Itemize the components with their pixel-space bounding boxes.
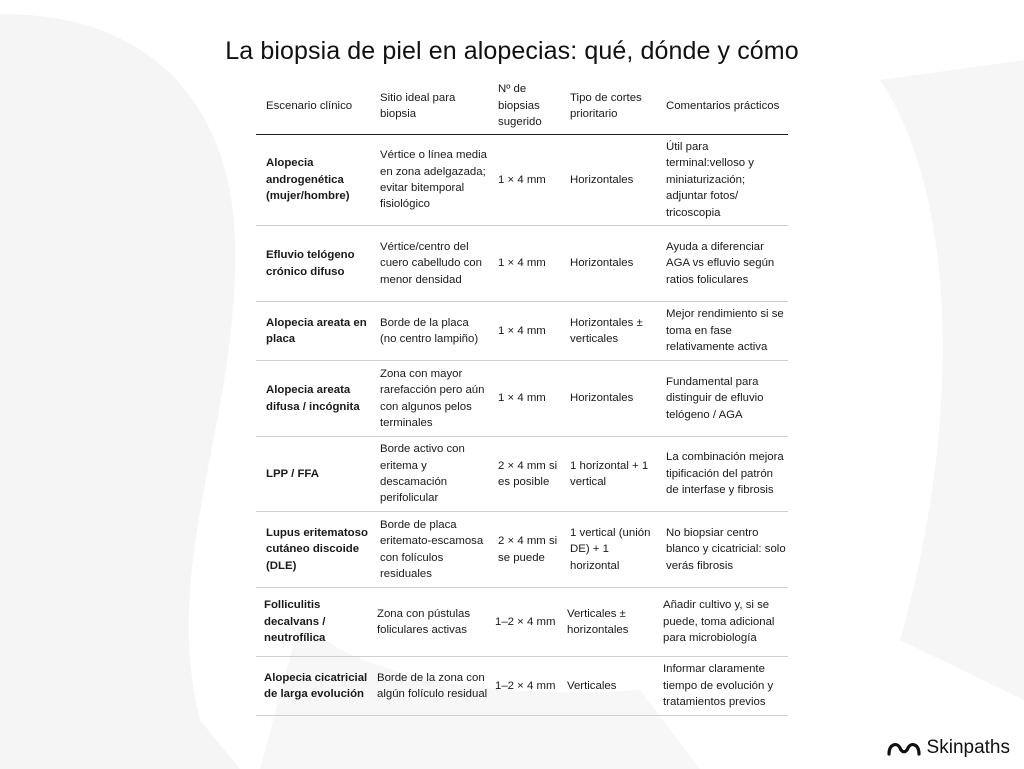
cell-cortes: 1 vertical (unión DE) + 1 horizontal — [560, 512, 656, 588]
table-row — [256, 361, 788, 437]
cell-comentarios: Fundamental para distinguir de efluvio telógeno / AGA — [656, 361, 788, 437]
cell-sitio: Zona con pústulas foliculares activas — [370, 588, 488, 657]
cell-cortes: Horizontales — [560, 361, 656, 437]
cell-escenario: Alopecia areata difusa / incógnita — [256, 361, 370, 437]
cell-comentarios: Útil para terminal:velloso y miniaturización; adjuntar fotos/ tricoscopia — [656, 135, 788, 226]
table-row — [256, 226, 788, 302]
cell-cortes: Verticales — [560, 657, 656, 716]
cell-escenario: LPP / FFA — [256, 437, 370, 512]
header-cortes: Tipo de cortes prioritario — [560, 78, 656, 135]
cell-numero: 2 × 4 mm si se puede — [488, 512, 560, 588]
cell-comentarios: No biopsiar centro blanco y cicatricial: solo verás fibrosis — [656, 512, 788, 588]
table-row — [256, 302, 788, 361]
header-sitio: Sitio ideal para biopsia — [370, 78, 488, 135]
cell-comentarios: Mejor rendimiento si se toma en fase relativamente activa — [656, 302, 788, 361]
cell-escenario: Alopecia cicatricial de larga evolución — [256, 657, 370, 716]
cell-sitio: Vértice/centro del cuero cabelludo con menor densidad — [370, 226, 488, 302]
table-header-row — [256, 78, 788, 135]
cell-cortes: Verticales ± horizontales — [560, 588, 656, 657]
skinpaths-logo-icon — [887, 738, 921, 758]
cell-cortes: Horizontales ± verticales — [560, 302, 656, 361]
brand-name: Skinpaths — [926, 737, 1010, 758]
cell-escenario: Alopecia androgenética (mujer/hombre) — [256, 135, 370, 226]
table-row — [256, 135, 788, 226]
cell-comentarios: Informar claramente tiempo de evolución y tratamientos previos — [656, 657, 788, 716]
cell-cortes: Horizontales — [560, 226, 656, 302]
cell-cortes: Horizontales — [560, 135, 656, 226]
cell-comentarios: Ayuda a diferenciar AGA vs efluvio según ratios foliculares — [656, 226, 788, 302]
cell-escenario: Efluvio telógeno crónico difuso — [256, 226, 370, 302]
table-row — [256, 588, 788, 657]
cell-comentarios: Añadir cultivo y, si se puede, toma adicional para microbiología — [656, 588, 788, 657]
cell-numero: 1–2 × 4 mm — [488, 588, 560, 657]
cell-numero: 1 × 4 mm — [488, 226, 560, 302]
cell-numero: 1–2 × 4 mm — [488, 657, 560, 716]
cell-sitio: Borde de la zona con algún folículo residual — [370, 657, 488, 716]
cell-sitio: Zona con mayor rarefacción pero aún con algunos pelos terminales — [370, 361, 488, 437]
cell-numero: 1 × 4 mm — [488, 135, 560, 226]
cell-sitio: Borde de placa eritemato-escamosa con folículos residuales — [370, 512, 488, 588]
header-escenario: Escenario clínico — [256, 78, 370, 135]
cell-escenario: Folliculitis decalvans / neutrofílica — [256, 588, 370, 657]
page-title: La biopsia de piel en alopecias: qué, dónde y cómo — [225, 36, 799, 65]
header-numero: Nº de biopsias sugerido — [488, 78, 560, 135]
cell-comentarios: La combinación mejora tipificación del patrón de interfase y fibrosis — [656, 437, 788, 512]
table-row — [256, 512, 788, 588]
cell-numero: 1 × 4 mm — [488, 302, 560, 361]
cell-escenario: Alopecia areata en placa — [256, 302, 370, 361]
brand-logo — [887, 737, 1010, 759]
cell-numero: 2 × 4 mm si es posible — [488, 437, 560, 512]
cell-cortes: 1 horizontal + 1 vertical — [560, 437, 656, 512]
biopsy-table — [256, 78, 788, 716]
cell-escenario: Lupus eritematoso cutáneo discoide (DLE) — [256, 512, 370, 588]
table-row — [256, 437, 788, 512]
cell-sitio: Vértice o línea media en zona adelgazada; evitar bitemporal fisiológico — [370, 135, 488, 226]
cell-sitio: Borde de la placa (no centro lampiño) — [370, 302, 488, 361]
cell-numero: 1 × 4 mm — [488, 361, 560, 437]
header-comentarios: Comentarios prácticos — [656, 78, 788, 135]
cell-sitio: Borde activo con eritema y descamación perifolicular — [370, 437, 488, 512]
table-row — [256, 657, 788, 716]
